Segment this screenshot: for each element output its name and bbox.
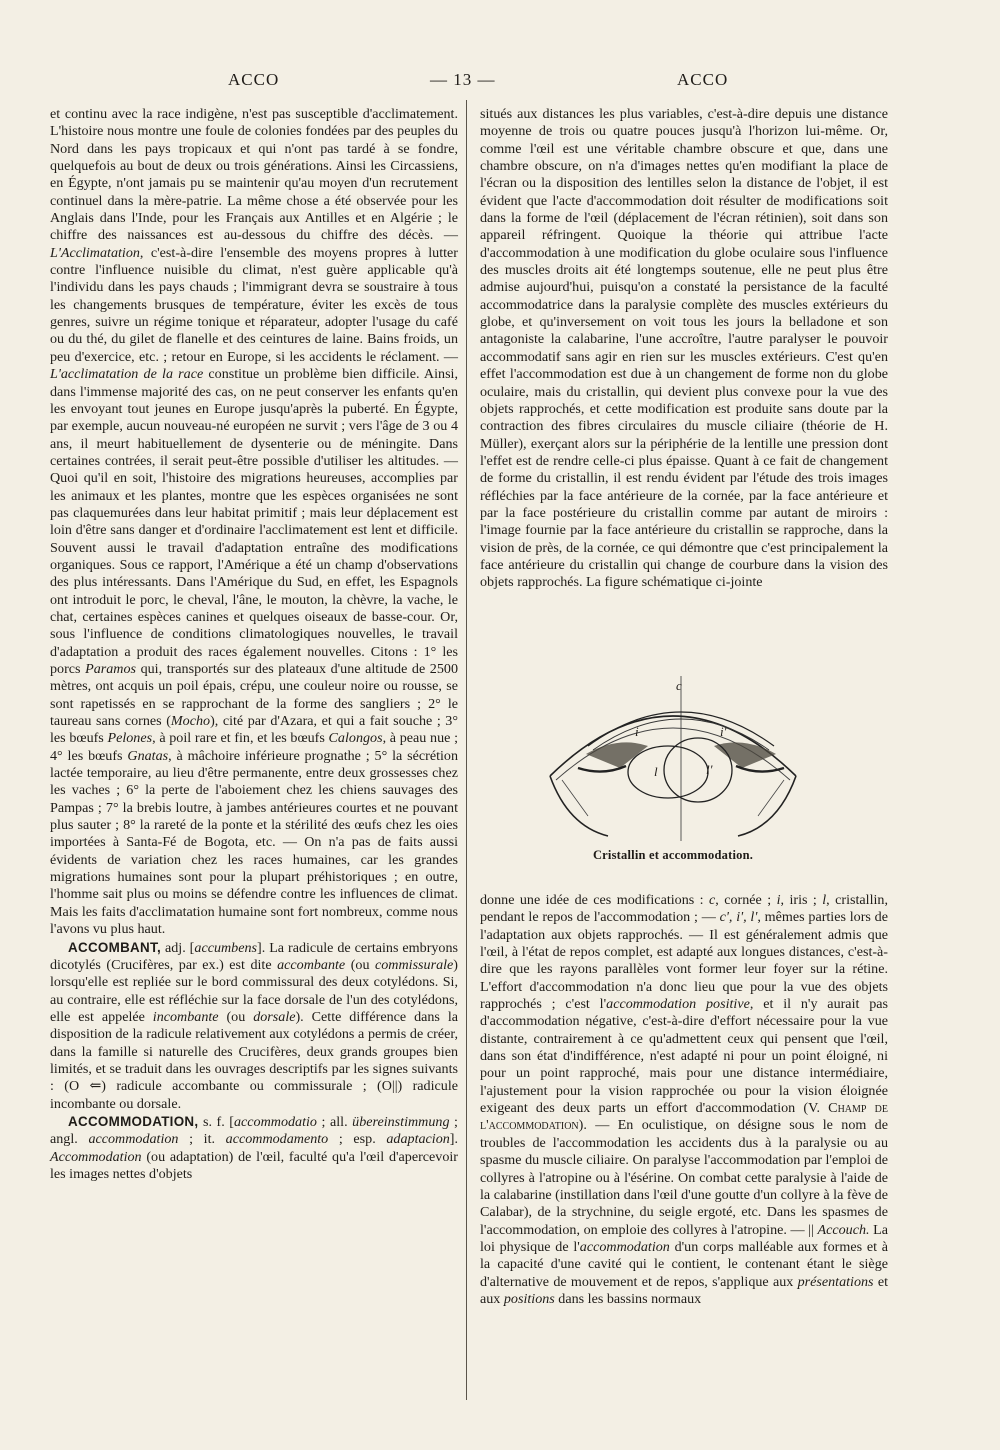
page-number: — 13 — [430,70,496,89]
left-column [50,106,458,1183]
page-header [0,70,1000,100]
right-column-bottom [480,892,888,1308]
label-lens-accommodated: l' [706,762,713,777]
label-cornea: c [676,678,682,693]
accombant-entry: ACCOMBANT, adj. [accumbens]. La radicule de certains embryons dicotylés (Crucifères, par ex.) est dite accombante (ou commissurale) lorsqu'elle est repliée sur le bord commissural des deux cotylédons. Si, au contraire, elle est réfléchie sur la face dorsale de l'un des cotylédons, elle est appelée incombante (ou dorsale). Cette différence dans la disposition de la radicule relativement aux cotylédons a permis de créer, dans la famille si naturelle des Crucifères, deux grands groupes bien limités, et se traduit dans les ouvrages descriptifs par les signes suivants : (O ⇐) radicule accombante ou commissurale ; (O||) radicule incombante ou dorsale. [50,939,459,1112]
accommodation-entry: ACCOMMODATION, s. f. [accommodatio ; all. übereinstimmung ; angl. accommodation ; it. accommodamento ; esp. adaptacion]. Accommodation (ou adaptation) de l'œil, faculté qu'a l'œil d'apercevoir les images nettes d'objets [50,1113,459,1182]
entry-headword: ACCOMBANT, [68,939,162,955]
eye-accommodation-figure [548,676,798,886]
entry-headword: ACCOMMODATION, [68,1113,199,1129]
eye-diagram [548,676,798,846]
figure-caption: Cristallin et accommodation. [592,848,754,862]
right-column-top [480,106,888,592]
acclimatement-paragraph: et continu avec la race indigène, n'est pas susceptible d'acclimatement. L'histoire nous montre une foule de colonies fondées par des peuples du Nord dans les pays tropicaux et qui n'ont pas tardé à se fondre, quelquefois au bout de deux ou trois générations. Ainsi les Circassiens, en Égypte, n'ont jamais pu se maintenir qu'au moyen d'un recrutement continuel dans la mère-patrie. La même chose a été observée pour les Anglais dans l'Inde, pour les Français aux Antilles et en Algérie ; le chiffre des naissances est au-dessous du chiffre des décès. — L'Acclimatation, c'est-à-dire l'ensemble des moyens propres à lutter contre l'influence nuisible du climat, n'est guère applicable qu'à l'individu dans les pays chauds ; l'immigrant devra se soustraire à tous les changements brusques de température, éviter les excès de tous genres, suivre un régime tonique et réparateur, adopter l'usage du café ou du thé, du gilet de flanelle et des ceintures de laine. Bains froids, un peu d'exercice, etc. ; retour en Europe, si les accidents le réclament. — L'acclimatation de la race constitue un problème bien difficile. Ainsi, dans l'immense majorité des cas, on ne peut conserver les enfants qu'en les envoyant tout jeunes en Europe jusqu'après la puberté. En Égypte, par exemple, aucun nouveau-né européen ne survit ; vers l'âge de 3 ou 4 ans, il meurt habituellement de dysenterie ou de méningite. Dans certaines contrées, il serait peut-être possible d'utiliser les altitudes. — Quoi qu'il en soit, l'histoire des migrations heureuses, accomplies par les animaux et les plantes, montre que les espèces organisées ne sont pas claquemurées dans leur habitat primitif ; mais leur déplacement est loin d'être sans danger et d'ordinaire l'acclimatement est lent et difficile. Souvent aussi le travail d'adaptation entraîne des modifications organiques. Sous ce rapport, l'Amérique a été un champ d'observations des plus intéressants. Dans l'Amérique du Sud, en effet, les Espagnols ont introduit le porc, le cheval, l'âne, le mouton, la chèvre, la vache, le chat, certaines espèces canines et quelques oiseaux de basse-cour. Or, sous l'influence de conditions climatologiques nouvelles, le travail d'adaptation a produit des races également nouvelles. Citons : 1° les porcs Paramos qui, transportés sur des plateaux d'une altitude de 2500 mètres, ont acquis un poil épais, crépu, une couleur noire ou rousse, se sont rapetissés en se rapprochant de la forme des sangliers ; 2° le taureau sans cornes (Mocho), cité par d'Azara, et qui a fait souche ; 3° les bœufs Pelones, à poil rare et fin, et les bœufs Calongos, à peau nue ; 4° les bœufs Gnatas, à mâchoire inférieure prognathe ; 5° la sécrétion lactée temporaire, au lieu d'être permanente, entre deux grossesses chez les vaches ; 6° la perte de l'aboiement chez les chiens sauvages des Pampas ; 7° la brebis loutre, à jambes antérieures courtes et ne pouvant plus sauter ; 8° la rareté de la ponte et la stérilité des œufs chez les oies importées à Santa-Fé de Bogota, etc. — On n'a pas de faits aussi évidents de variation chez les races humaines, car les grandes migrations humaines sont pour la plupart préhistoriques ; en outre, l'homme sait plus ou moins se défendre contre les influences de climat. Mais les faits d'acclimatation humaine sont fort nombreux, comme nous l'avons vu plus haut. [50,106,459,938]
label-iris: i [635,724,639,739]
accommodation-continued-paragraph: situés aux distances les plus variables, c'est-à-dire depuis une distance moyenne de trois ou quatre pouces jusqu'à l'horizon lui-même. Or, comme l'œil est une véritable chambre obscure et que, dans une chambre obscure, on n'a d'images nettes qu'en modifiant la place de l'écran ou la disposition des lentilles selon la distance de l'objet, il est évident que l'acte d'accommodation doit résulter de modifications soit dans la forme de l'œil (déplacement de l'écran rétinien), soit dans son appareil réfringent. Quoique la théorie qui attribue l'acte d'accommodation à une modification du globe oculaire sous l'influence des muscles droits ait été longtemps soutenue, elle ne peut plus être admise aujourd'hui, puisqu'on a constaté la persistance de la faculté accommodatrice dans la paralysie complète des muscles extérieurs du globe, et qu'inversement on voit tous les jours la belladone et son antagoniste la calabarine, l'une accroître, l'autre paralyser le pouvoir accommodatif sans agir en rien sur les muscles extérieurs. C'est qu'en effet l'accommodation est due à un changement de forme non du globe oculaire, mais du cristallin, qui devient plus convexe pour la vue des objets rapprochés, et cette modification est produite sans doute par la contraction des fibres circulaires du muscle ciliaire (théorie de H. Müller), exerçant alors sur la périphérie de la lentille une pression dont l'effet est de rendre celle-ci plus épaisse. Quant à ce fait de changement de forme du cristallin, il est rendu évident par l'étude des trois images réfléchies par la face antérieure de la cornée, par la face antérieure et par la face postérieure du cristallin comme par autant de miroirs : l'image fournie par la face antérieure du cristallin se rapproche, dans la vision de près, de la cornée, ce qui démontre que c'est principalement la face antérieure du cristallin qui change de courbure dans la vision des objets rapprochés. La figure schématique ci-jointe [480,106,888,591]
label-lens: l [654,764,658,779]
running-head-right: ACCO [677,70,729,89]
running-head-left: ACCO [228,70,280,89]
label-iris-accommodated: i' [720,724,727,739]
figure-explanation-paragraph: donne une idée de ces modifications : c, cornée ; i, iris ; l, cristallin, pendant le repos de l'accommodation ; — c', i', l', mêmes parties lors de l'adaptation aux objets rapprochés. — Il est généralement admis que l'œil, à l'état de repos complet, est adapté aux longues distances, c'est-à-dire que les rayons parallèles vont former leur foyer sur la rétine. L'effort d'accommodation n'a donc lieu que pour la vue des objets rapprochés ; c'est l'accommodation positive, et il n'y aurait pas d'accommodation négative, c'est-à-dire d'effort nécessaire pour la vue distante, contrairement à ce qu'admettent ceux qui pensent que l'œil, dans son état d'indifférence, n'est adapté ni pour un point éloigné, ni pour un point rapproché, mais pour une distance intermédiaire, l'ajustement pour la vision rapprochée ou pour la vision éloignée exigeant des deux parts un effort d'accommodation (V. Champ de l'accommodation). — En oculistique, on désigne sous le nom de troubles de l'accommodation les accidents dus à la paralysie ou au spasme du muscle ciliaire. On paralyse l'accommodation par l'emploi de collyres à l'atropine ou à l'ésérine. On combat cette paralysie à l'aide de la calabarine (instillation dans l'œil d'une goutte d'un collyre à la fève de Calabar), de la strychnine, du seigle ergoté, etc. Dans les spasmes de l'accommodation, on emploie des collyres à l'atropine. — || Accouch. La loi physique de l'accommodation d'un corps malléable aux formes et à la capacité d'une cavité qui le contient, le contenant étant le siège d'alternative de mouvement et de repos, s'applique aux présentations et aux positions dans les bassins normaux [480,892,889,1307]
column-divider [466,100,467,1400]
